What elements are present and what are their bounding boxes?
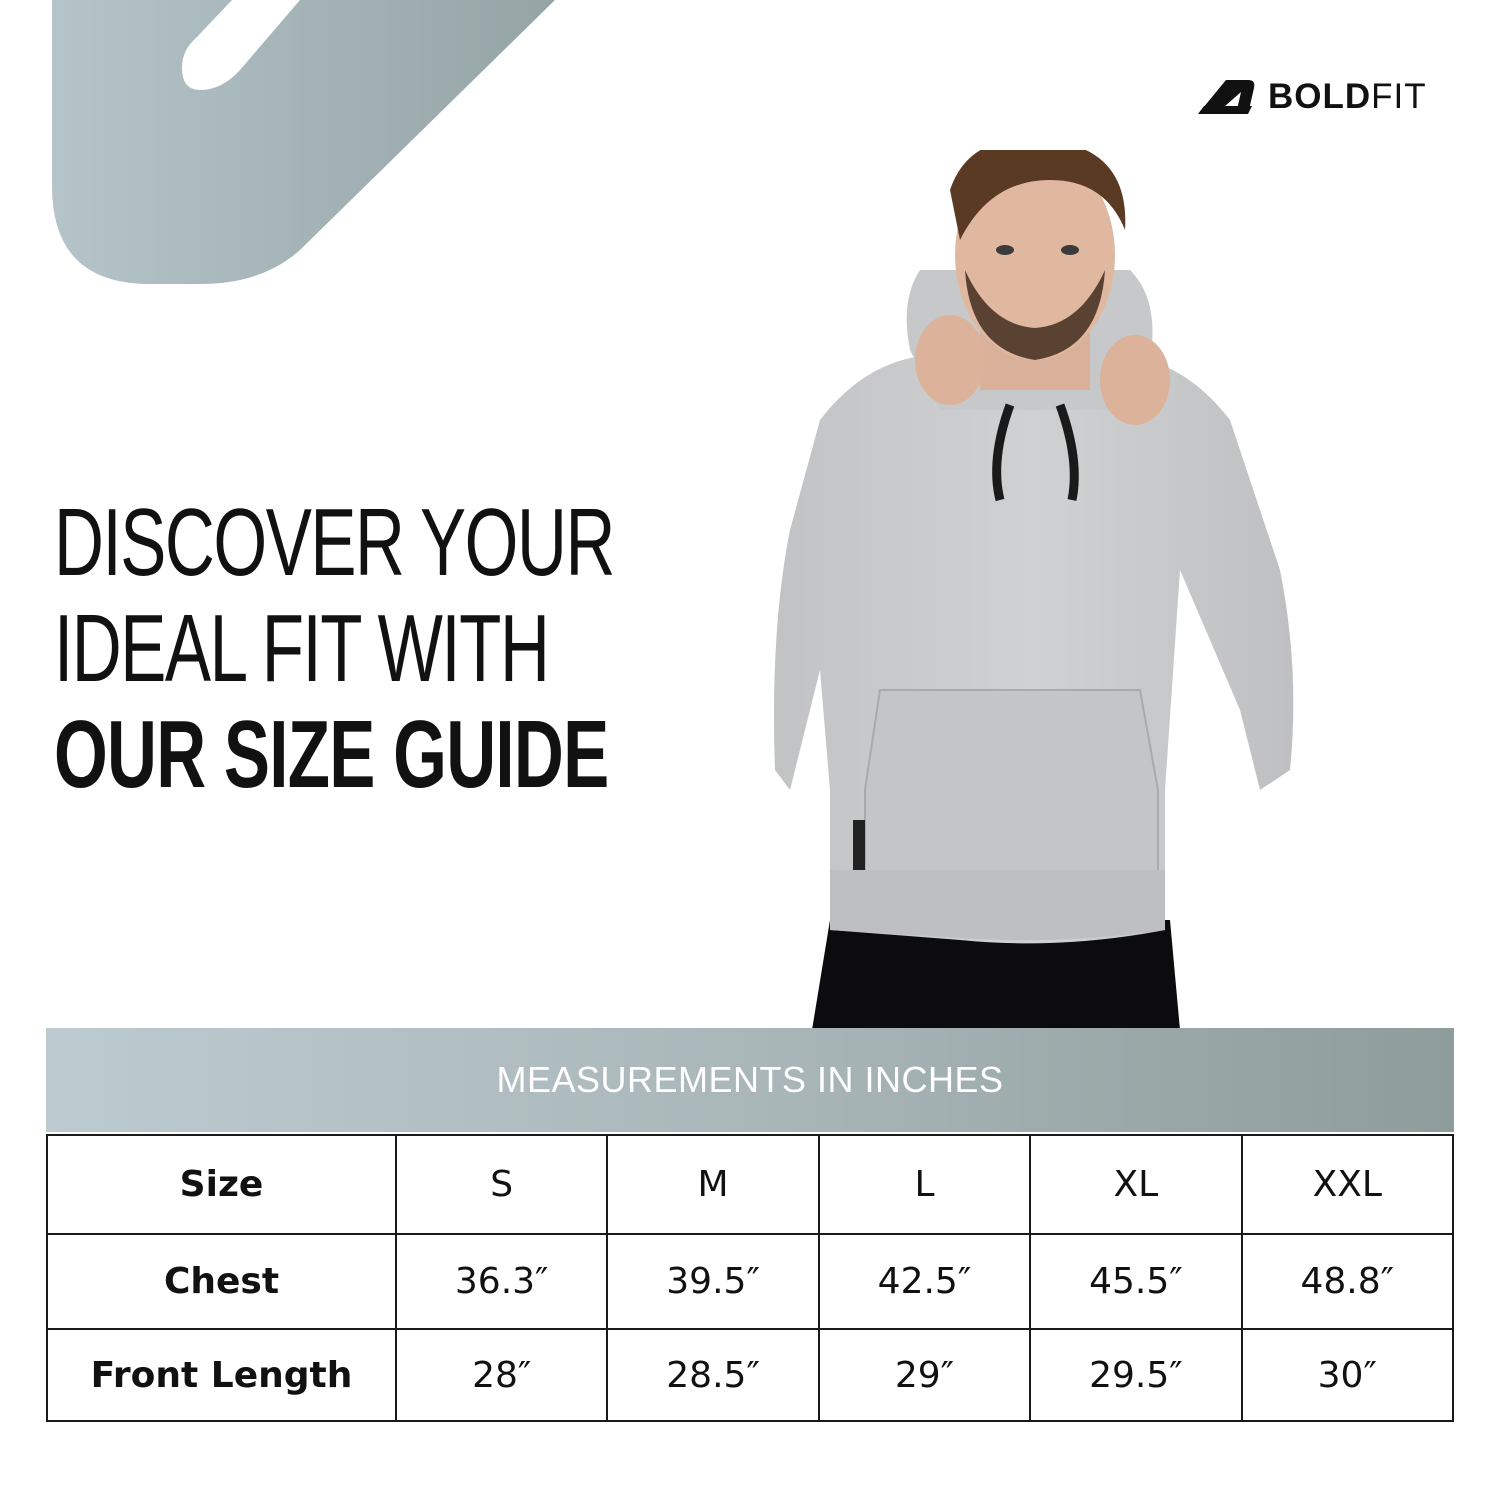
row-label-chest: Chest	[47, 1234, 396, 1329]
chest-cell: 39.5″	[607, 1234, 818, 1329]
row-label-size: Size	[47, 1135, 396, 1234]
size-chart	[46, 1028, 1454, 1422]
row-label-front-length: Front Length	[47, 1329, 396, 1421]
table-row-chest	[47, 1234, 1453, 1329]
size-chart-header: MEASUREMENTS IN INCHES	[46, 1028, 1454, 1132]
size-cell: M	[607, 1135, 818, 1234]
table-row-size	[47, 1135, 1453, 1234]
size-table	[46, 1134, 1454, 1422]
decorative-shape	[0, 0, 600, 300]
brand-logo	[1196, 74, 1427, 118]
size-cell: XXL	[1242, 1135, 1453, 1234]
front-length-cell: 29.5″	[1030, 1329, 1241, 1421]
chest-cell: 42.5″	[819, 1234, 1030, 1329]
chest-cell: 36.3″	[396, 1234, 607, 1329]
brand-name: BOLDFIT	[1268, 76, 1427, 116]
chest-cell: 45.5″	[1030, 1234, 1241, 1329]
table-row-front-length	[47, 1329, 1453, 1421]
headline-line-2: IDEAL FIT WITH	[54, 595, 549, 702]
headline-line-1: DISCOVER YOUR	[54, 489, 614, 596]
size-cell: XL	[1030, 1135, 1241, 1234]
front-length-cell: 29″	[819, 1329, 1030, 1421]
size-cell: L	[819, 1135, 1030, 1234]
boldfit-logo-icon	[1196, 76, 1270, 116]
headline-line-3: OUR SIZE GUIDE	[54, 701, 609, 808]
front-length-cell: 30″	[1242, 1329, 1453, 1421]
size-cell: S	[396, 1135, 607, 1234]
model-photo	[760, 150, 1320, 1030]
front-length-cell: 28.5″	[607, 1329, 818, 1421]
front-length-cell: 28″	[396, 1329, 607, 1421]
headline	[54, 490, 754, 808]
chest-cell: 48.8″	[1242, 1234, 1453, 1329]
